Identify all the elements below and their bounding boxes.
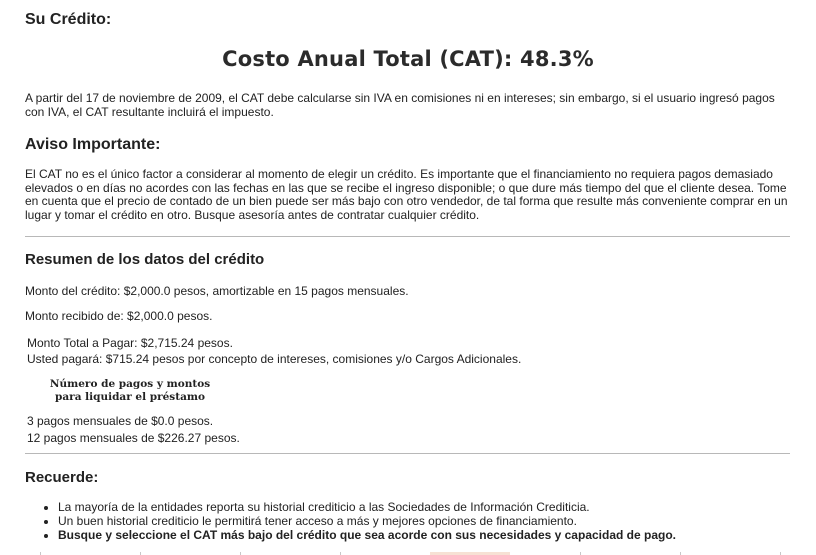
cat-title: Costo Anual Total (CAT): 48.3% [222, 47, 594, 71]
divider [25, 236, 790, 237]
usted-pagara: Usted pagará: $715.24 pesos por concepto de intereses, comisiones y/o Cargos Adicionales. [27, 352, 522, 366]
monto-total: Monto Total a Pagar: $2,715.24 pesos. [27, 336, 233, 350]
recuerde-item-emphasis: • Busque y seleccione el CAT más bajo del crédito que sea acorde con sus necesidades y capacidad de pago. [58, 528, 676, 542]
recuerde-heading: Recuerde: [25, 469, 99, 486]
section-title-su-credito: Su Crédito: [25, 11, 112, 28]
recuerde-list [25, 500, 676, 542]
recuerde-item: • Un buen historial crediticio le permitirá tener acceso a más y mejores opciones de financiamiento. [58, 514, 676, 528]
pago-row: 12 pagos mensuales de $226.27 pesos. [27, 431, 240, 445]
divider [25, 453, 790, 454]
monto-recibido: Monto recibido de: $2,000.0 pesos. [25, 309, 213, 323]
resumen-heading: Resumen de los datos del crédito [25, 251, 265, 268]
pagos-table-heading: Número de pagos y montos para liquidar el préstamo [49, 378, 211, 403]
aviso-text: El CAT no es el único factor a considerar al momento de elegir un crédito. Es importante que el financiamiento no requiera pagos demasiado elevados o en días no acordes con las fechas en las que se recibe el ingreso disponible; o que dure más tiempo del que el cliente desea. Tome en cuenta que el precio de contado de un bien puede ser más bajo con otro vendedor, de tal forma que resulte más conveniente comprar en un lugar y tomar el crédito en otro. Busque asesoría antes de contratar cualquier crédito. [25, 167, 788, 222]
cat-iva-note: A partir del 17 de noviembre de 2009, el CAT debe calcularse sin IVA en comisiones ni en intereses; sin embargo, si el usuario ingresó pagos con IVA, el CAT resultante incluirá el impuesto. [25, 91, 775, 119]
pago-row: 3 pagos mensuales de $0.0 pesos. [27, 414, 214, 428]
bottom-edge-strip [0, 551, 816, 555]
aviso-heading: Aviso Importante: [25, 136, 161, 153]
recuerde-item: • La mayoría de la entidades reporta su historial crediticio a las Sociedades de Información Crediticia. [58, 500, 676, 514]
monto-credito: Monto del crédito: $2,000.0 pesos, amortizable en 15 pagos mensuales. [25, 284, 409, 298]
